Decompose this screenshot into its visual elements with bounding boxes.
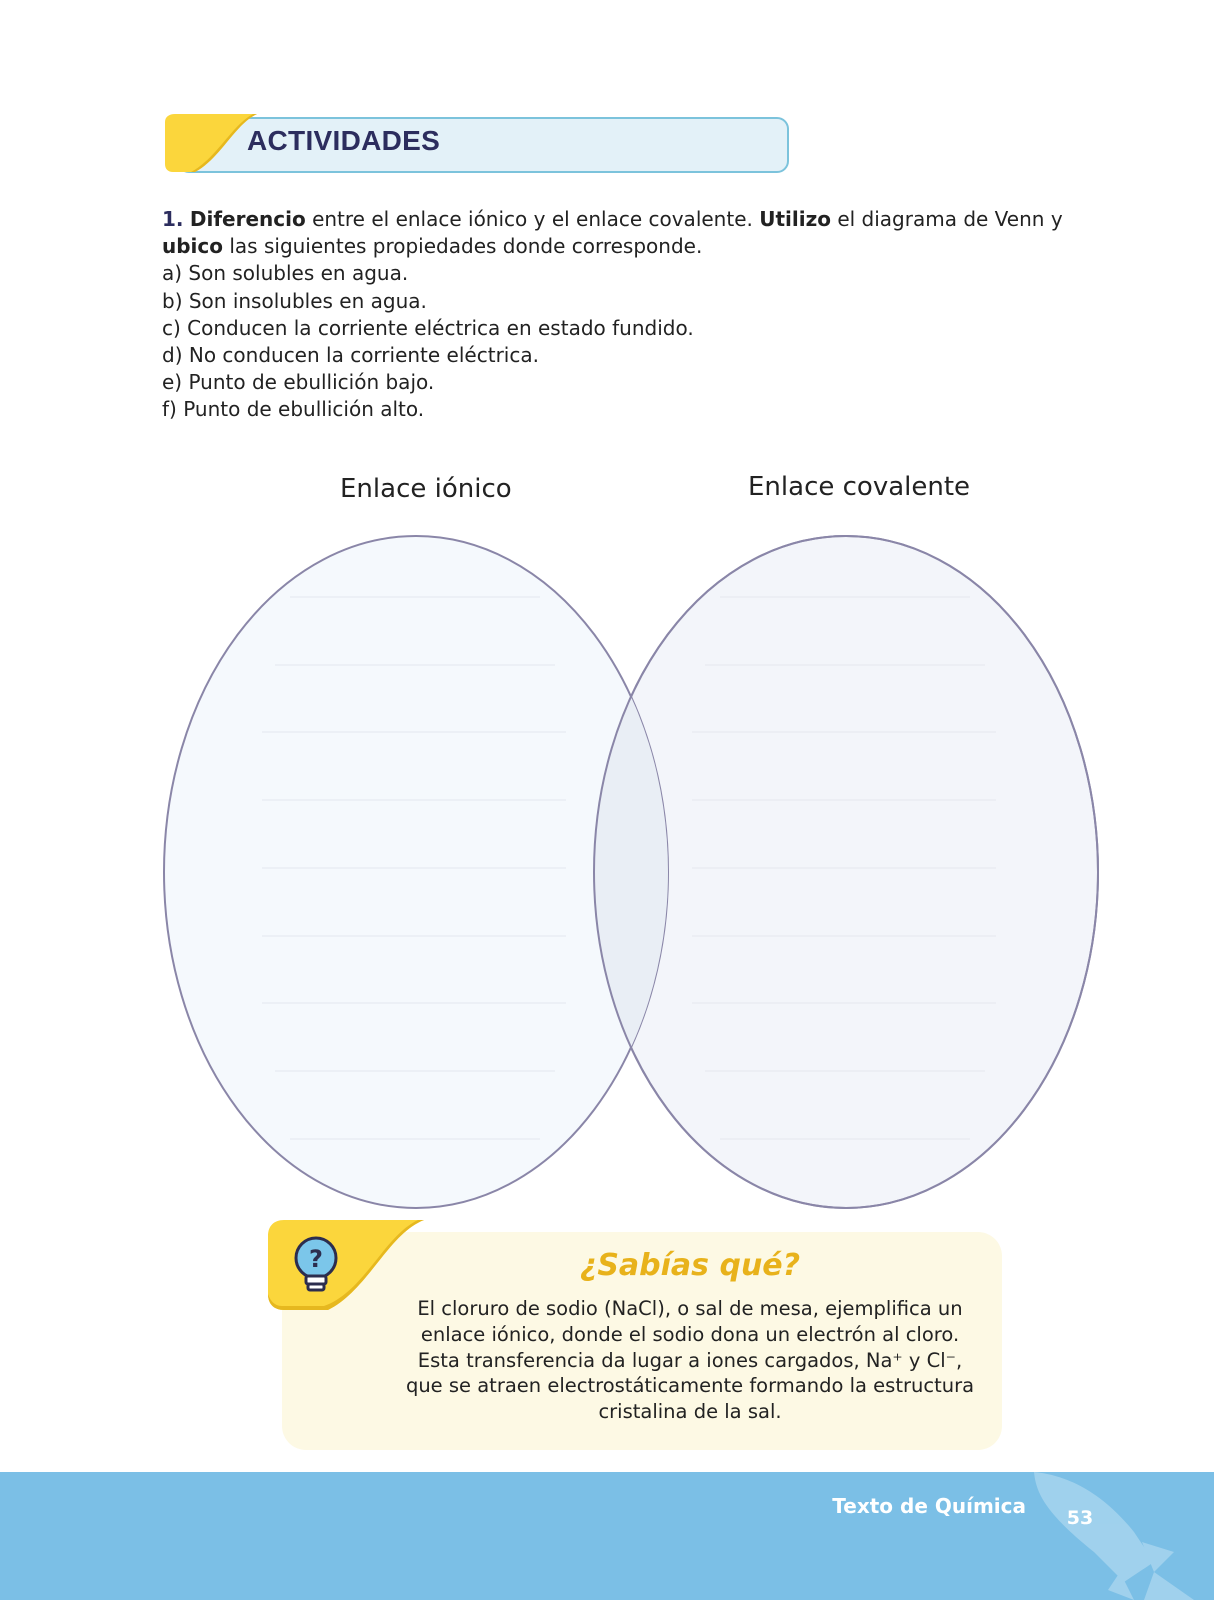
venn-diagram bbox=[0, 440, 1214, 1220]
property-item: d) No conducen la corriente eléctrica. bbox=[162, 343, 539, 368]
activities-banner bbox=[165, 114, 791, 176]
venn-left-label: Enlace iónico bbox=[340, 474, 512, 504]
property-item: e) Punto de ebullición bajo. bbox=[162, 370, 435, 395]
venn-left-circle[interactable] bbox=[164, 536, 668, 1208]
did-you-know-line: El cloruro de sodio (NaCl), o sal de mesa, ejemplifica un bbox=[417, 1297, 963, 1320]
activities-title: ACTIVIDADES bbox=[247, 125, 441, 156]
prompt-text-2: el diagrama de Venn y bbox=[830, 207, 1063, 231]
did-you-know-line: que se atraen electrostáticamente formando la estructura bbox=[405, 1374, 975, 1398]
book-title: Texto de Química bbox=[832, 1494, 1026, 1518]
did-you-know-line: enlace iónico, donde el sodio dona un electrón al cloro. bbox=[420, 1322, 960, 1346]
did-you-know-line: Esta transferencia da lugar a iones cargados, Na⁺ y Cl⁻, bbox=[417, 1348, 963, 1372]
prompt-text-3: las siguientes propiedades donde corresponde. bbox=[223, 234, 703, 259]
venn-right-label: Enlace covalente bbox=[748, 472, 971, 502]
verb-diferencio: Diferencio bbox=[189, 207, 306, 231]
prompt-text-1: entre el enlace iónico y el enlace covalente. bbox=[305, 207, 760, 231]
activity-instructions bbox=[162, 206, 1112, 424]
verb-utilizo: Utilizo bbox=[759, 207, 831, 231]
svg-text:?: ? bbox=[309, 1245, 323, 1273]
did-you-know-line: cristalina de la sal. bbox=[598, 1400, 782, 1424]
rocket-icon bbox=[1024, 1472, 1214, 1600]
verb-ubico: ubico bbox=[162, 234, 224, 259]
did-you-know-title: ¿Sabías qué? bbox=[579, 1248, 801, 1283]
property-item: a) Son solubles en agua. bbox=[162, 261, 409, 286]
activity-number: 1. bbox=[162, 207, 184, 231]
property-item: c) Conducen la corriente eléctrica en estado fundido. bbox=[162, 315, 694, 340]
property-item: b) Son insolubles en agua. bbox=[162, 288, 427, 313]
did-you-know-text bbox=[395, 1296, 985, 1425]
venn-right-circle[interactable] bbox=[594, 536, 1098, 1208]
page-number: 53 bbox=[1066, 1507, 1094, 1529]
activity-prompt bbox=[162, 206, 1112, 260]
property-item: f) Punto de ebullición alto. bbox=[162, 397, 425, 422]
